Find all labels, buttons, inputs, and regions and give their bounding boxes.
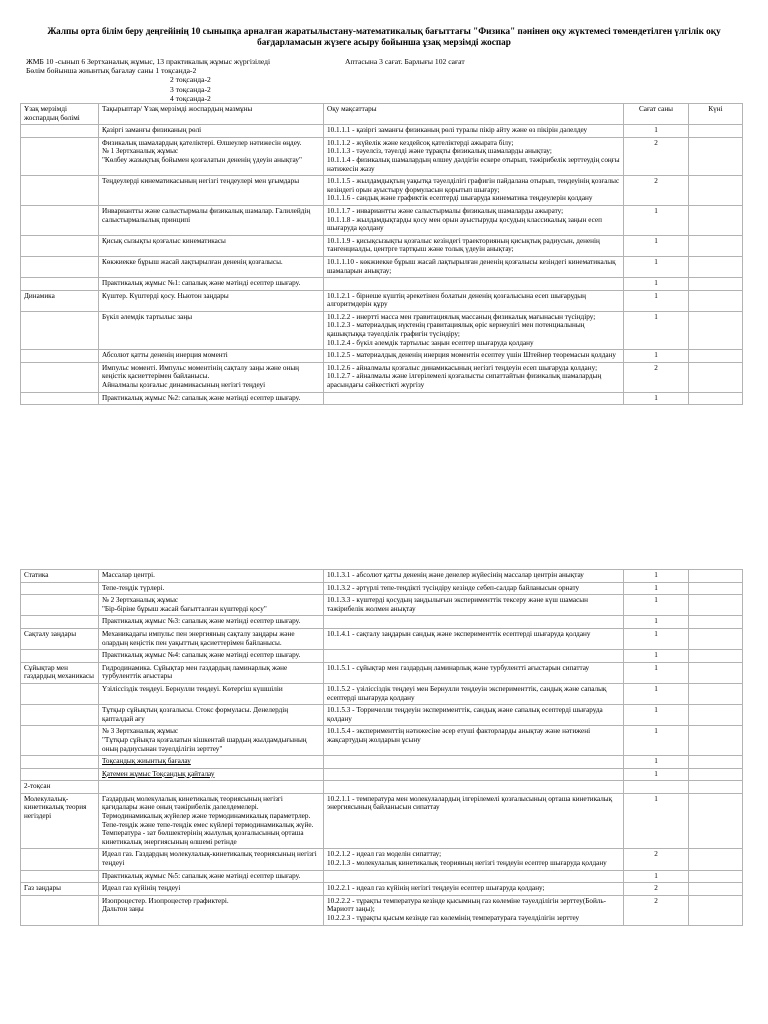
table-row bbox=[21, 137, 743, 175]
cell-objectives: 10.1.1.9 - қисықсызықты қозғалыс кезіндегі траекторияның қисықтық радиусын, дененің тангенциалды, центрге тартқыш және толық үдеуін анықтау; bbox=[324, 235, 624, 256]
table-row bbox=[21, 205, 743, 235]
cell-objectives: 10.1.5.1 - сұйықтар мен газдардың ламинарлық және турбулентті ағыстарын сипаттау bbox=[324, 662, 624, 683]
cell-hours: 1 bbox=[624, 570, 689, 583]
table-header-row bbox=[21, 104, 743, 125]
cell-hours: 1 bbox=[624, 726, 689, 756]
table-row bbox=[21, 683, 743, 704]
cell-section bbox=[21, 256, 99, 277]
cell-topic: Практикалық жұмыс №2: сапалық және мәтінді есептер шығару. bbox=[99, 392, 324, 405]
cell-date bbox=[689, 793, 743, 849]
summary-quarter-2: 2 тоқсанда-2 bbox=[170, 75, 211, 85]
cell-date bbox=[689, 616, 743, 629]
cell-objectives: 10.1.2.1 - бірнеше күштің әрекетінен болатын дененің қозғалысына есеп шығарудың алгоритмдерін құру bbox=[324, 290, 624, 311]
cell-section bbox=[21, 278, 99, 291]
cell-hours bbox=[624, 781, 689, 794]
cell-objectives: 10.1.3.1 - абсолют қатты дененің және денелер жүйесінің массалар центрін анықтау bbox=[324, 570, 624, 583]
cell-topic: Практикалық жұмыс №5: сапалық және мәтінді есептер шығару. bbox=[99, 870, 324, 883]
cell-date bbox=[689, 235, 743, 256]
table-row bbox=[21, 392, 743, 405]
cell-hours: 1 bbox=[624, 768, 689, 781]
table-row bbox=[21, 870, 743, 883]
cell-date bbox=[689, 705, 743, 726]
cell-topic: Тұтқыр сұйықтың қозғалысы. Стокс формуласы. Денелердің қапталдай ағу bbox=[99, 705, 324, 726]
cell-topic: Массалар центрі. bbox=[99, 570, 324, 583]
cell-objectives: 10.1.1.2 - жүйелік және кездейсоқ қателіктерді ажырата білу; 10.1.1.3 - тәуелсіз, тәуелді және тұрақты физикалық шамаларды анықтау; 10.1.1.4 - физикалық шамалардың өлшеу дәлдігін ескере отырып, тәжірибелік зерттеудің соңғы нәтижесін жазу bbox=[324, 137, 624, 175]
cell-date bbox=[689, 311, 743, 349]
cell-section bbox=[21, 895, 99, 925]
cell-date bbox=[689, 595, 743, 616]
hours-summary: Аптасына 3 сағат. Барлығы 102 сағат bbox=[345, 57, 465, 66]
cell-objectives: 10.1.1.1 - қазіргі заманғы физиканың рөлі туралы пікір айту және өз пікірін дәлелдеу bbox=[324, 125, 624, 138]
cell-date bbox=[689, 205, 743, 235]
table-row bbox=[21, 235, 743, 256]
cell-objectives: 10.2.2.1 - идеал газ күйінің негізгі теңдеуін есептер шығаруда қолдану; bbox=[324, 883, 624, 896]
cell-topic: Физикалық шамалардың қателіктері. Өлшеулер нәтижесін өңдеу. № 1 Зертханалық жұмыс "Көлбеу жазықтық бойымен қозғалатын дененің үдеуін анықтау" bbox=[99, 137, 324, 175]
cell-objectives: 10.1.2.2 - инертті масса мен гравитациялық массаның физикалық мағынасын түсіндіру; 10.1.2.3 - материалдық нүктенің гравитациялық өріс кернеулігі мен потенциалының қашықтыққа тәуелділік графигін түсіндіру; 10.1.2.4 - бүкіл әлемдік тартылыс заңын есептер шығаруда қолдану bbox=[324, 311, 624, 349]
cell-hours: 1 bbox=[624, 616, 689, 629]
header-date: Күні bbox=[689, 104, 743, 125]
table-row bbox=[21, 849, 743, 870]
cell-topic: № 3 Зертханалық жұмыс "Тұтқыр сұйықта қозғалатын кішкентай шардың жылдамдығының оның радиусынан тәуелділігін зерттеу" bbox=[99, 726, 324, 756]
cell-objectives: 10.1.1.5 - жылдамдықтың уақытқа тәуелділігі графигін пайдалана отырып, теңдеуінің қозғалыс кезіндегі орын ауыстыру формуласын қорытып шығару; 10.1.1.6 - сандық және графиктік есептерді шығаруда кинематика теңдеулерін қолдану bbox=[324, 176, 624, 206]
cell-hours: 1 bbox=[624, 628, 689, 649]
table-row bbox=[21, 362, 743, 392]
cell-section bbox=[21, 595, 99, 616]
table-row bbox=[21, 278, 743, 291]
cell-date bbox=[689, 870, 743, 883]
cell-date bbox=[689, 628, 743, 649]
table-row bbox=[21, 650, 743, 663]
cell-topic: Практикалық жұмыс №3: сапалық және мәтінді есептер шығару. bbox=[99, 616, 324, 629]
plan-summary bbox=[26, 57, 336, 103]
cell-objectives: 10.1.3.2 - әртүрлі тепе-теңдікті түсіндіру кезінде себеп-салдар байланысын орнату bbox=[324, 582, 624, 595]
cell-date bbox=[689, 849, 743, 870]
cell-section bbox=[21, 176, 99, 206]
cell-hours: 1 bbox=[624, 705, 689, 726]
cell-section bbox=[21, 849, 99, 870]
cell-topic: Абсолют қатты дененің инерция моменті bbox=[99, 350, 324, 363]
cell-topic: Газдардың молекулалық кинетикалық теориясының негізгі қағидалары және оның тәжірибелік дәлелдемелері. Термодинамикалық жүйелер және термодинамикалық параметрлер. Тепе-теңдік және тепе-теңдік емес күйлері термодинамикалық жүйе. Температура - зат бөлшектерінің жылулық қозғалысының орташа кинетикалық энергиясының өлшемі ретінде bbox=[99, 793, 324, 849]
table-row bbox=[21, 781, 743, 794]
cell-hours: 1 bbox=[624, 392, 689, 405]
table-row bbox=[21, 768, 743, 781]
cell-date bbox=[689, 662, 743, 683]
cell-hours: 1 bbox=[624, 650, 689, 663]
cell-objectives bbox=[324, 650, 624, 663]
cell-topic: Қатемен жұмыс Тоқсандық қайталау bbox=[99, 768, 324, 781]
cell-objectives: 10.1.5.4 - эксперименттің нәтижесіне әсер етуші факторларды анықтау және нәтижені жақсартудың жолдарын ұсыну bbox=[324, 726, 624, 756]
cell-date bbox=[689, 895, 743, 925]
cell-hours: 2 bbox=[624, 895, 689, 925]
cell-topic: Идеал газ күйінің теңдеуі bbox=[99, 883, 324, 896]
cell-hours: 2 bbox=[624, 883, 689, 896]
cell-date bbox=[689, 392, 743, 405]
cell-section bbox=[21, 205, 99, 235]
cell-section bbox=[21, 683, 99, 704]
cell-topic: Тепе-теңдік түрлері. bbox=[99, 582, 324, 595]
cell-date bbox=[689, 650, 743, 663]
cell-objectives: 10.1.2.5 - материалдық дененің инерция моментін есептеу үшін Штейнер теоремасын қолдану bbox=[324, 350, 624, 363]
cell-hours: 1 bbox=[624, 278, 689, 291]
cell-hours: 1 bbox=[624, 595, 689, 616]
cell-date bbox=[689, 362, 743, 392]
cell-topic: Теңдеулерді кинематикасының негізгі теңдеулері мен ұғымдары bbox=[99, 176, 324, 206]
cell-date bbox=[689, 683, 743, 704]
cell-date bbox=[689, 350, 743, 363]
cell-hours: 1 bbox=[624, 125, 689, 138]
cell-topic: Күштер. Күштерді қосу. Ньютон заңдары bbox=[99, 290, 324, 311]
cell-date bbox=[689, 256, 743, 277]
cell-topic: Практикалық жұмыс №4: сапалық және мәтінді есептер шығару. bbox=[99, 650, 324, 663]
table-row bbox=[21, 290, 743, 311]
cell-objectives: 10.1.2.6 - айналмалы қозғалыс динамикасының негізгі теңдеуін есеп шығаруда қолдану; 10.1.2.7 - айналмалы және ілгерілемелі қозғалысты сипаттайтын физикалық шамалардың арасындағы сәйкестікті жүргізу bbox=[324, 362, 624, 392]
cell-section bbox=[21, 616, 99, 629]
cell-date bbox=[689, 570, 743, 583]
cell-date bbox=[689, 137, 743, 175]
cell-topic: Гидродинамика. Сұйықтар мен газдардың ламинарлық және турбуленттік ағыстары bbox=[99, 662, 324, 683]
table-row bbox=[21, 176, 743, 206]
header-objectives: Оқу мақсаттары bbox=[324, 104, 624, 125]
cell-topic: Инвариантты және салыстырмалы физикалық шамалар. Галилейдің салыстырмалылық принципі bbox=[99, 205, 324, 235]
table-row bbox=[21, 350, 743, 363]
cell-date bbox=[689, 125, 743, 138]
cell-date bbox=[689, 290, 743, 311]
cell-objectives bbox=[324, 768, 624, 781]
cell-objectives: 10.1.1.10 - көкжиекке бұрыш жасай лақтырылған дененің қозғалысы кезіндегі кинематикалық шамаларын анықтау; bbox=[324, 256, 624, 277]
cell-section bbox=[21, 235, 99, 256]
cell-hours: 1 bbox=[624, 311, 689, 349]
summary-quarter-4: 4 тоқсанда-2 bbox=[170, 93, 211, 103]
table-row bbox=[21, 595, 743, 616]
cell-topic: Қазіргі заманғы физиканың рөлі bbox=[99, 125, 324, 138]
cell-section bbox=[21, 650, 99, 663]
cell-section: Газ заңдары bbox=[21, 883, 99, 896]
cell-topic: Идеал газ. Газдардың молекулалық-кинетикалық теориясының негізгі теңдеуі bbox=[99, 849, 324, 870]
cell-section bbox=[21, 137, 99, 175]
document-title: Жалпы орта білім беру деңгейінің 10 сыныпқа арналған жаратылыстану-математикалық бағыттағы "Физика" пәнінен оқу жүктемесі төмендетілген үлгілік оқу бағдарламасын жүзеге асыру бойынша ұзақ мерзімді жоспар bbox=[47, 26, 721, 47]
cell-topic: Бүкіл әлемдік тартылыс заңы bbox=[99, 311, 324, 349]
cell-date bbox=[689, 726, 743, 756]
cell-section bbox=[21, 756, 99, 769]
cell-section bbox=[21, 870, 99, 883]
cell-section bbox=[21, 392, 99, 405]
cell-section: Сақталу заңдары bbox=[21, 628, 99, 649]
plan-table-part1 bbox=[20, 103, 743, 405]
table-row bbox=[21, 662, 743, 683]
cell-hours: 1 bbox=[624, 256, 689, 277]
cell-topic: Изопроцестер. Изопроцестер графиктері. Дальтон заңы bbox=[99, 895, 324, 925]
cell-hours: 2 bbox=[624, 176, 689, 206]
plan-table-part2 bbox=[20, 569, 743, 926]
cell-objectives bbox=[324, 870, 624, 883]
cell-topic: Механикадағы импульс пен энергияның сақталу заңдары және олардың кеңістік пен уақыттың қасиеттерімен байланысы. bbox=[99, 628, 324, 649]
cell-objectives: 10.1.3.3 - күштерді қосудың заңдылығын эксперименттік тексеру және күш шамасын тәжірибелік жолмен анықтау bbox=[324, 595, 624, 616]
cell-topic: Қисық сызықты қозғалыс кинематикасы bbox=[99, 235, 324, 256]
cell-date bbox=[689, 582, 743, 595]
table-row bbox=[21, 726, 743, 756]
cell-section bbox=[21, 768, 99, 781]
cell-objectives bbox=[324, 616, 624, 629]
cell-objectives bbox=[324, 278, 624, 291]
cell-topic: Үзіліссіздік теңдеуі. Бернулли теңдеуі. Көтергіш күшшіліи bbox=[99, 683, 324, 704]
cell-hours: 2 bbox=[624, 137, 689, 175]
cell-hours: 2 bbox=[624, 849, 689, 870]
cell-topic: Көкжиекке бұрыш жасай лақтырылған дененің қозғалысы. bbox=[99, 256, 324, 277]
cell-section: Сұйықтар мен газдардың механикасы bbox=[21, 662, 99, 683]
cell-section bbox=[21, 726, 99, 756]
cell-section bbox=[21, 125, 99, 138]
table-row bbox=[21, 756, 743, 769]
cell-hours: 1 bbox=[624, 756, 689, 769]
cell-objectives: 10.2.2.2 - тұрақты температура кезінде қысымның газ көлеміне тәуелділігін зерттеу(Бойль-Мариотт заңы); 10.2.2.3 - тұрақты қысым кезінде газ көлемінің температураға тәуелділігін зерттеу bbox=[324, 895, 624, 925]
table-row bbox=[21, 256, 743, 277]
table-row bbox=[21, 883, 743, 896]
cell-objectives: 10.1.5.3 - Торричелли теңдеуін эксперименттік, сандық және сапалық есептерді шығаруда қолдану bbox=[324, 705, 624, 726]
cell-objectives: 10.1.4.1 - сақталу заңдарын сандық және эксперименттік есептерді шығаруда қолдану bbox=[324, 628, 624, 649]
cell-topic: Импульс моменті. Импульс моментінің сақталу заңы және оның кеңістік қасиеттерімен байланысы. Айналмалы қозғалыс динамикасының негізгі теңдеуі bbox=[99, 362, 324, 392]
cell-objectives bbox=[324, 392, 624, 405]
summary-line-assessment: Бөлім бойынша жиынтық бағалау саны 1 тоқсанда-2 bbox=[26, 66, 197, 76]
cell-objectives: 10.2.1.1 - температура мен молекулалардың ілгерілемелі қозғалысының орташа кинетикалық энергиясының байланысын сипаттау bbox=[324, 793, 624, 849]
cell-hours: 1 bbox=[624, 582, 689, 595]
table-row bbox=[21, 628, 743, 649]
cell-date bbox=[689, 278, 743, 291]
cell-section bbox=[21, 350, 99, 363]
cell-section bbox=[21, 582, 99, 595]
cell-objectives: 10.1.1.7 - инвариантты және салыстырмалы физикалық шамаларды ажырату; 10.1.1.8 - жылдамдықтарды қосу мен орын ауыстыруды қосудың классикалық заңын есеп шығаруда қолдану bbox=[324, 205, 624, 235]
table-row bbox=[21, 311, 743, 349]
cell-date bbox=[689, 781, 743, 794]
cell-hours: 1 bbox=[624, 683, 689, 704]
cell-objectives: 10.1.5.2 - үзіліссіздік теңдеуі мен Бернулли теңдеуін эксперименттік, сандық және сапалық есептерді шығаруда қолдану bbox=[324, 683, 624, 704]
cell-hours: 2 bbox=[624, 362, 689, 392]
table-row bbox=[21, 582, 743, 595]
cell-date bbox=[689, 756, 743, 769]
cell-hours: 1 bbox=[624, 235, 689, 256]
cell-topic bbox=[99, 781, 324, 794]
summary-quarter-3: 3 тоқсанда-2 bbox=[170, 84, 211, 94]
table-row bbox=[21, 793, 743, 849]
cell-hours: 1 bbox=[624, 793, 689, 849]
cell-section: Молекулалық-кинетикалық теория негіздері bbox=[21, 793, 99, 849]
cell-date bbox=[689, 176, 743, 206]
cell-section: Статика bbox=[21, 570, 99, 583]
cell-hours: 1 bbox=[624, 205, 689, 235]
cell-objectives bbox=[324, 781, 624, 794]
cell-objectives: 10.2.1.2 - идеал газ моделін сипаттау; 10.2.1.3 - молекулалық кинетикалық теорияның негізгі теңдеуін есептер шығаруда қолдану bbox=[324, 849, 624, 870]
header-hours: Сағат саны bbox=[624, 104, 689, 125]
cell-section bbox=[21, 362, 99, 392]
cell-section bbox=[21, 311, 99, 349]
table-row bbox=[21, 570, 743, 583]
header-topic: Тақырыптар/ Ұзақ мерзімді жоспардың мазмұны bbox=[99, 104, 324, 125]
table-row bbox=[21, 895, 743, 925]
header-section: Ұзақ мерзімді жоспардың бөлімі bbox=[21, 104, 99, 125]
cell-date bbox=[689, 768, 743, 781]
cell-objectives bbox=[324, 756, 624, 769]
table-row bbox=[21, 705, 743, 726]
summary-line-works: ЖМБ 10 -сынып 6 Зертханалық жұмыс, 13 практикалық жұмыс жүргізіледі bbox=[26, 57, 271, 66]
cell-date bbox=[689, 883, 743, 896]
cell-hours: 1 bbox=[624, 290, 689, 311]
cell-topic: Практикалық жұмыс №1: сапалық және мәтінді есептер шығару. bbox=[99, 278, 324, 291]
cell-topic: Тоқсандық жиынтық бағалау bbox=[99, 756, 324, 769]
cell-topic: № 2 Зертханалық жұмыс "Бір-біріне бұрыш жасай бағытталған күштерді қосу" bbox=[99, 595, 324, 616]
cell-hours: 1 bbox=[624, 870, 689, 883]
cell-hours: 1 bbox=[624, 662, 689, 683]
cell-hours: 1 bbox=[624, 350, 689, 363]
cell-section bbox=[21, 705, 99, 726]
cell-section: 2-тоқсан bbox=[21, 781, 99, 794]
table-row bbox=[21, 616, 743, 629]
cell-section: Динамика bbox=[21, 290, 99, 311]
table-row bbox=[21, 125, 743, 138]
